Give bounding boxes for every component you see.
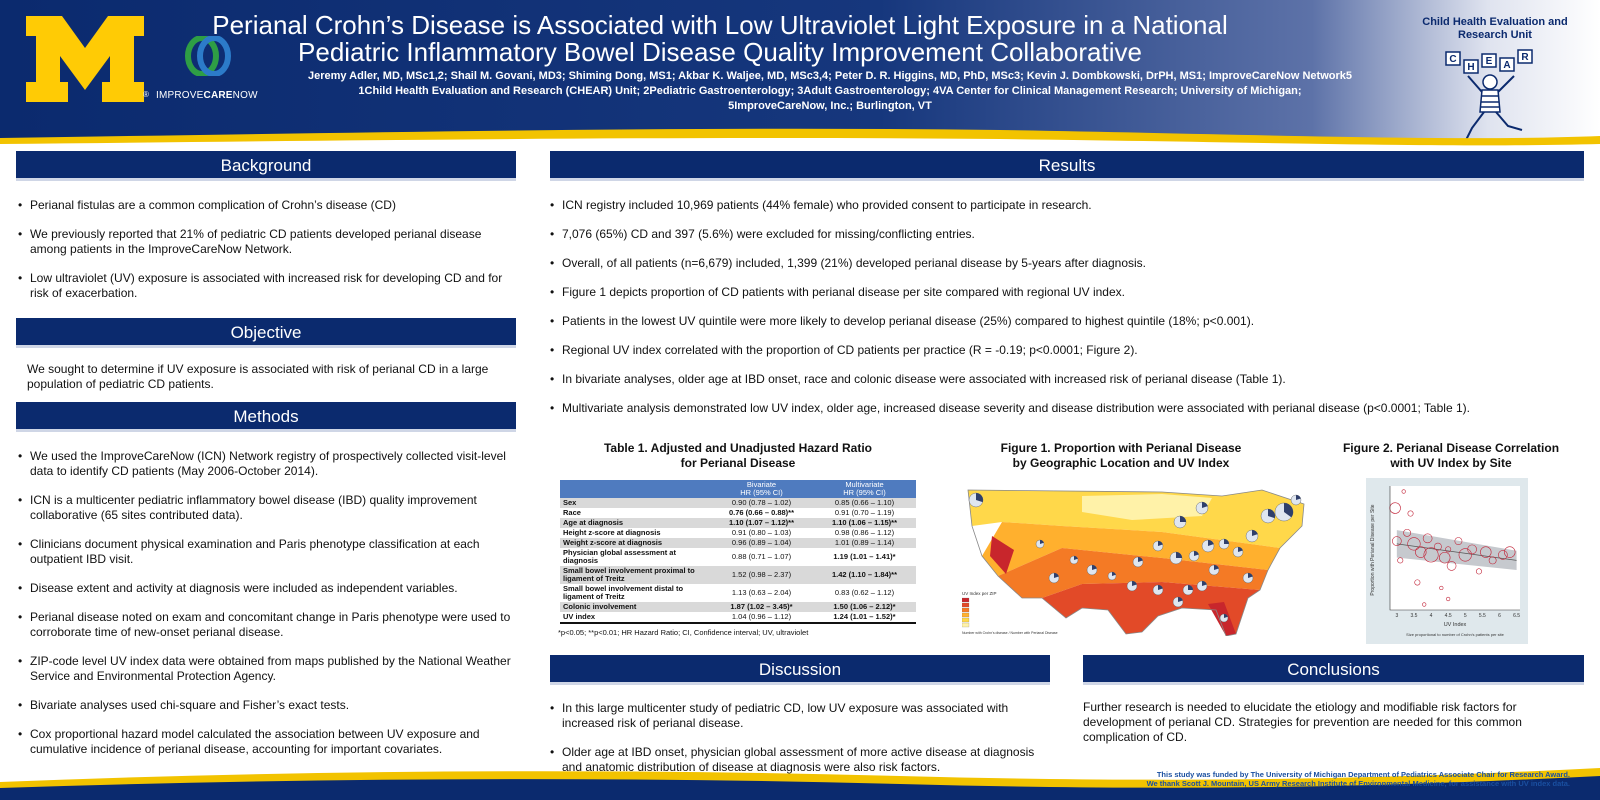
site-pie-marker (1070, 556, 1078, 564)
list-item: • Clinicians document physical examination and Paris phenotype classification at each outpatient IBD visit. (18, 537, 518, 567)
list-item: • Disease extent and activity at diagnosis were included as independent variables. (18, 581, 518, 596)
list-item: • Cox proportional hazard model calculated the association between UV exposure and cumulative incidence of perianal disease, accounting for important covariates. (18, 727, 518, 757)
x-tick-label: 3.5 (1410, 613, 1418, 619)
figure1-title: Figure 1. Proportion with Perianal Disease by Geographic Location and UV Index (1000, 441, 1242, 470)
site-pie-marker (1196, 502, 1208, 514)
poster-header (0, 0, 1600, 146)
legend-swatch (962, 618, 969, 622)
university-of-michigan-block-m-logo (26, 16, 144, 102)
author-list: Jeremy Adler, MD, MSc1,2; Shail M. Govani, MD3; Shiming Dong, MS1; Akbar K. Waljee, MD, MSc3,4; Peter D. R. Higgins, MD, PhD, MSc3; Kevin J. Dombkowski, DrPH, MS1; ImproveCareNow Network5 (307, 70, 1352, 82)
row-multivariate-hr: 1.42 (1.10 – 1.84)** (813, 566, 916, 584)
site-pie-marker (1108, 572, 1116, 580)
list-item: • Figure 1 depicts proportion of CD patients with perianal disease per site compared with regional UV index. (550, 285, 1590, 300)
list-item: • ICN registry included 10,969 patients (44% female) who provided consent to participate in research. (550, 198, 1590, 213)
funding-acknowledgement: This study was funded by The University of Michigan Department of Pediatrics Associate Chair for Research Award. We thank Scott J. Mountain, US Army Research Institute of Environmental Medicine, for assistance with UV index data. (1146, 770, 1570, 788)
list-item: • In bivariate analyses, older age at IBD onset, race and colonic disease were associated with increased risk of perianal disease (Table 1). (550, 372, 1590, 387)
table1-title: Table 1. Adjusted and Unadjusted Hazard Ratio for Perianal Disease (603, 441, 873, 470)
site-pie-marker (1153, 585, 1163, 595)
conclusions-text: Further research is needed to elucidate the etiology and modifiable risk factors for development of perianal CD. Strategies for prevention are needed for this common complication of CD. (1083, 700, 1522, 744)
affiliations-line-2: 5ImproveCareNow, Inc.; Burlington, VT (728, 100, 932, 112)
list-item: • In this large multicenter study of pediatric CD, low UV exposure was associated with increased risk of perianal disease. (550, 701, 1050, 731)
site-pie-marker (1275, 503, 1293, 521)
poster-title: Perianal Crohn’s Disease is Associated with Low Ultraviolet Light Exposure in a National Pediatric Inflammatory Bowel Disease Quality Improvement Collaborative (212, 10, 1228, 67)
methods-heading: Methods (16, 402, 516, 432)
list-item: • 7,076 (65%) CD and 397 (5.6%) were excluded for missing/conflicting entries. (550, 227, 1590, 242)
row-variable: Colonic involvement (560, 602, 710, 612)
multivariate-column-header: Multivariate HR (95% CI) (813, 480, 916, 498)
table-corner-header (560, 480, 710, 498)
row-variable: Small bowel involvement distal to ligament of Treitz (563, 584, 684, 601)
row-variable: Weight z-score at diagnosis (560, 538, 710, 548)
site-pie-marker (1153, 541, 1163, 551)
table-row (560, 566, 916, 584)
row-bivariate-hr: 1.10 (1.07 – 1.12)** (710, 518, 813, 528)
figure2-panel (1366, 478, 1528, 644)
site-pie-marker (1243, 573, 1253, 583)
x-tick-label: 6.5 (1513, 613, 1521, 619)
table-row (560, 584, 916, 602)
figure2-title: Figure 2. Perianal Disease Correlation with UV Index by Site (1342, 441, 1560, 470)
svg-text:UV Index per ZIP: UV Index per ZIP (962, 591, 997, 596)
list-item: • ICN is a multicenter pediatric inflammatory bowel disease (IBD) quality improvement collaborative (65 sites contributed data). (18, 493, 518, 523)
site-pie-marker (1291, 495, 1301, 505)
site-pie-marker (969, 493, 983, 507)
table-row (560, 498, 916, 508)
row-bivariate-hr: 0.96 (0.89 – 1.04) (710, 538, 813, 548)
row-variable: Sex (560, 498, 710, 508)
table-row (560, 508, 916, 518)
legend-swatch (962, 598, 969, 602)
site-pie-marker (1170, 552, 1182, 564)
figure2-caption: Size proportional to number of Crohn's patients per site (1406, 632, 1504, 637)
svg-text:R: R (1521, 52, 1529, 63)
row-variable: Physician global assessment at diagnosis (563, 548, 676, 565)
site-pie-marker (1189, 551, 1199, 561)
site-pie-marker (1261, 509, 1275, 523)
row-variable: UV index (563, 612, 596, 621)
site-pie-marker (1220, 614, 1228, 622)
x-tick-label: 6 (1498, 613, 1501, 619)
row-bivariate-hr: 0.88 (0.71 – 1.07) (731, 552, 792, 561)
chear-unit-title: Child Health Evaluation and Research Unit (1422, 16, 1568, 41)
svg-text:E: E (1485, 56, 1493, 67)
row-variable: Race (563, 508, 581, 517)
list-item: • Bivariate analyses used chi-square and Fisher’s exact tests. (18, 698, 518, 713)
site-pie-marker (1127, 581, 1137, 591)
table-row (560, 612, 916, 623)
row-bivariate-hr: 1.87 (1.02 – 3.45)* (710, 602, 813, 612)
hazard-ratio-rows (560, 498, 916, 623)
improvecarenow-wordmark: IMPROVECARENOW (156, 90, 258, 101)
table-row (560, 548, 916, 566)
list-item: • ZIP-code level UV index data were obtained from maps published by the National Weather Service and Environmental Protection Agency. (18, 654, 518, 684)
x-tick-label: 3 (1395, 613, 1399, 619)
registered-mark: ® (143, 90, 149, 99)
author-block (240, 69, 1420, 114)
list-item: • We used the ImproveCareNow (ICN) Network registry of prospectively collected visit-level data to identify CD patients (May 2006-October 2014). (18, 449, 518, 479)
legend-swatch (962, 613, 969, 617)
us-uv-index-map (962, 486, 1322, 636)
x-tick-label: 5.5 (1478, 613, 1486, 619)
svg-text:Number with Crohn's disease /: Number with Crohn's disease / Number with Perianal Disease (962, 631, 1058, 635)
background-heading: Background (16, 151, 516, 181)
results-bullets (550, 198, 1590, 430)
table-row (560, 518, 916, 528)
legend-swatch (962, 608, 969, 612)
legend-swatch (962, 603, 969, 607)
site-pie-marker (1174, 516, 1186, 528)
list-item: • Overall, of all patients (n=6,679) included, 1,399 (21%) developed perianal disease by 5-years after diagnosis. (550, 256, 1590, 271)
x-axis-label: UV Index (1443, 622, 1467, 628)
site-pie-marker (1133, 557, 1143, 567)
row-multivariate-hr: 1.24 (1.01 – 1.52)* (833, 612, 896, 621)
affiliations-line-1: 1Child Health Evaluation and Research (CHEAR) Unit; 2Pediatric Gastroenterology; 3Adult Gastroenterology; 4VA Center for Clinical Management Research; University of Michigan; (358, 85, 1302, 97)
background-bullets (18, 198, 518, 315)
legend-swatch (962, 623, 969, 627)
row-multivariate-hr: 0.83 (0.62 – 1.12) (834, 588, 895, 597)
list-item: • Perianal disease noted on exam and concomitant change in Paris phenotype were used to corroborate time of new-onset perianal disease. (18, 610, 518, 640)
site-pie-marker (1173, 597, 1183, 607)
objective-heading: Objective (16, 318, 516, 348)
hazard-ratio-table (560, 480, 916, 624)
table1-footnote: *p<0.05; **p<0.01; HR Hazard Ratio; CI, Confidence interval; UV, ultraviolet (558, 628, 809, 637)
results-heading: Results (550, 151, 1584, 181)
row-bivariate-hr: 0.76 (0.66 – 0.88)** (728, 508, 795, 517)
table-row (560, 538, 916, 548)
list-item: • Regional UV index correlated with the proportion of CD patients per practice (R = -0.19; p<0.0001; Figure 2). (550, 343, 1590, 358)
row-multivariate-hr: 1.50 (1.06 – 2.12)* (813, 602, 916, 612)
row-multivariate-hr: 1.10 (1.06 – 1.15)** (813, 518, 916, 528)
row-multivariate-hr: 0.85 (0.66 – 1.10) (813, 498, 916, 508)
discussion-heading: Discussion (550, 655, 1050, 685)
site-pie-marker (1219, 539, 1229, 549)
header-gold-swoosh (0, 112, 1600, 146)
row-bivariate-hr: 0.90 (0.78 – 1.02) (710, 498, 813, 508)
x-tick-label: 5 (1463, 613, 1467, 619)
objective-text: We sought to determine if UV exposure is associated with risk of perianal CD in a large population of pediatric CD patients. (27, 362, 489, 391)
table-row (560, 602, 916, 612)
perianal-uv-scatter (1366, 478, 1528, 644)
site-pie-marker (1036, 540, 1044, 548)
row-multivariate-hr: 0.98 (0.86 – 1.12) (834, 528, 895, 537)
list-item: • Patients in the lowest UV quintile were more likely to develop perianal disease (25%) compared to highest quintile (18%; p<0.001). (550, 314, 1590, 329)
site-pie-marker (1209, 565, 1219, 575)
row-multivariate-hr: 1.01 (0.89 – 1.14) (813, 538, 916, 548)
site-pie-marker (1197, 581, 1207, 591)
svg-text:H: H (1467, 62, 1475, 73)
row-bivariate-hr: 1.04 (0.96 – 1.12) (731, 612, 792, 621)
row-bivariate-hr: 1.13 (0.63 – 2.04) (731, 588, 792, 597)
row-variable: Age at diagnosis (560, 518, 710, 528)
list-item: • Older age at IBD onset, physician global assessment of more active disease at diagnosis and anatomic distribution of disease at diagnosis were also risk factors. (550, 745, 1050, 775)
conclusions-heading: Conclusions (1083, 655, 1584, 685)
list-item: • We previously reported that 21% of pediatric CD patients developed perianal disease among patients in the ImproveCareNow Network. (18, 227, 518, 257)
methods-bullets (18, 449, 518, 771)
row-variable: Small bowel involvement proximal to ligament of Treitz (560, 566, 710, 584)
site-pie-marker (1049, 573, 1059, 583)
site-pie-marker (1087, 565, 1097, 575)
bivariate-column-header: Bivariate HR (95% CI) (710, 480, 813, 498)
row-bivariate-hr: 0.91 (0.80 – 1.03) (731, 528, 792, 537)
list-item: • Perianal fistulas are a common complication of Crohn’s disease (CD) (18, 198, 518, 213)
site-pie-marker (1233, 547, 1243, 557)
row-bivariate-hr: 1.52 (0.98 – 2.37) (710, 566, 813, 584)
svg-text:A: A (1503, 60, 1511, 71)
y-axis-label: Proportion with Perianal Disease per Site (1370, 504, 1376, 596)
table-row (560, 528, 916, 538)
site-pie-marker (1246, 530, 1258, 542)
row-variable: Height z-score at diagnosis (563, 528, 661, 537)
row-multivariate-hr: 0.91 (0.70 – 1.19) (834, 508, 895, 517)
list-item: • Multivariate analysis demonstrated low UV index, older age, increased disease severity and disease distribution were associated with perianal disease (p<0.0001; Table 1). (550, 401, 1590, 416)
x-tick-label: 4.5 (1444, 613, 1452, 619)
site-pie-marker (1202, 540, 1214, 552)
list-item: • Low ultraviolet (UV) exposure is associated with increased risk for developing CD and for risk of exacerbation. (18, 271, 518, 301)
svg-text:C: C (1449, 54, 1457, 65)
site-pie-marker (1183, 585, 1193, 595)
x-tick-label: 4 (1429, 613, 1433, 619)
row-multivariate-hr: 1.19 (1.01 – 1.41)* (833, 552, 896, 561)
